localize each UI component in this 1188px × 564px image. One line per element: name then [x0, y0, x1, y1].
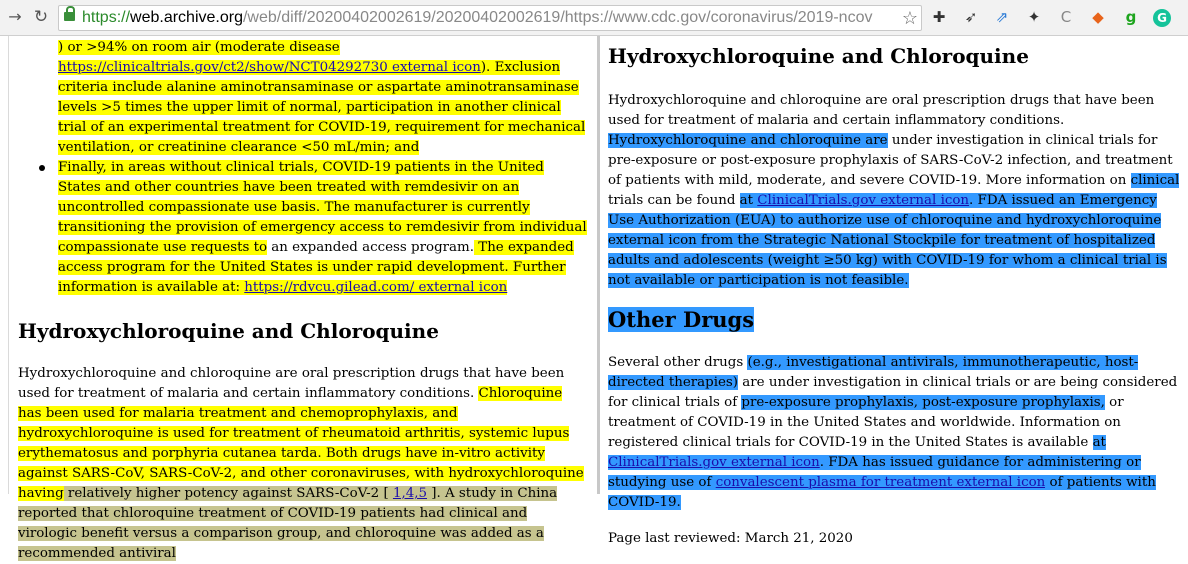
- right-diff-pane[interactable]: [599, 36, 1188, 546]
- list-item: [58, 38, 588, 158]
- convalescent-plasma-link[interactable]: convalescent plasma for treatment external icon: [715, 475, 1046, 490]
- clinicaltrials-link[interactable]: https://clinicaltrials.gov/ct2/show/NCT04292730 external icon: [58, 60, 481, 75]
- puzzle-icon[interactable]: ✚: [932, 8, 946, 26]
- lock-icon: [64, 12, 75, 21]
- url-text[interactable]: https://web.archive.org/web/diff/20200402002619/20200402002619/https://www.cdc.gov/coronavirus/2019-ncov: [82, 9, 873, 26]
- grammarly-circle-icon[interactable]: G: [1153, 8, 1171, 26]
- criteria-list: [18, 38, 588, 298]
- criteria-text: ) or >94% on room air (moderate disease: [58, 40, 340, 55]
- star-icon[interactable]: ☆: [901, 8, 918, 28]
- other-drugs-paragraph: Several other drugs (e.g., investigational antivirals, immunotherapeutic, host-directed therapies) are under investigation in clinical trials or are being considered for clinical trials of pre-exposure prophylaxis, post-exposure prophylaxis, or treatment of COVID-19 in the United States and worldwide. Information on registered clinical trials for COVID-19 in the United States is available at ClinicalTrials.gov external icon. FDA has issued guidance for administering or studying use of convalescent plasma for treatment external icon of patients with COVID-19.: [608, 355, 1178, 510]
- extension-icon[interactable]: ✦: [1027, 8, 1041, 26]
- hcq-paragraph: Hydroxychloroquine and chloroquine are oral prescription drugs that have been used for treatment of malaria and certain inflammatory conditions. Hydroxychloroquine and chloroquine are under investigation in clinical trials for pre-exposure or post-exposure prophylaxis of SARS-CoV-2 infection, and treatment of patients with mild, moderate, and severe COVID-19. More information on clinical trials can be found at ClinicalTrials.gov external icon. FDA issued an Emergency Use Authorization (EUA) to authorize use of chloroquine and hydroxychloroquine external icon from the Strategic National Stockpile for treatment of hospitalized adults and adolescents (weight ≥50 kg) with COVID-19 for whom a clinical trial is not available or participation is not feasible.: [608, 93, 1180, 288]
- list-item: [58, 158, 588, 298]
- gilead-link[interactable]: https://rdvcu.gilead.com/ external icon: [244, 280, 508, 295]
- clinicaltrials-link[interactable]: ClinicalTrials.gov external icon: [608, 455, 820, 470]
- grammarly-g-icon[interactable]: g: [1125, 8, 1137, 26]
- page-last-reviewed: Page last reviewed: March 21, 2020: [608, 531, 853, 546]
- fox-icon[interactable]: ◆: [1092, 8, 1104, 26]
- right-content: [608, 43, 1180, 549]
- remdesivir-text: Finally, in areas without clinical trials, COVID-19 patients in the United States and other countries have been treated with remdesivir on an uncontrolled compassionate use basis. The manufacturer is currently transitioning the provision of emergency access to remdesivir from individual compassionate use requests to: [58, 160, 587, 255]
- clinicaltrials-link[interactable]: ClinicalTrials.gov external icon: [757, 193, 970, 208]
- browser-toolbar: [0, 0, 1188, 36]
- share-icon[interactable]: ⇗: [995, 8, 1009, 26]
- rocket-icon[interactable]: ➶: [964, 8, 978, 26]
- remdesivir-text-plain: an expanded access program.: [267, 240, 474, 255]
- back-arrow-icon[interactable]: →: [8, 7, 22, 26]
- section-heading-hcq: Hydroxychloroquine and Chloroquine: [608, 44, 1029, 68]
- reload-icon[interactable]: ↻: [33, 7, 49, 27]
- section-heading-other-drugs: Other Drugs: [608, 307, 755, 332]
- address-bar[interactable]: [58, 5, 922, 31]
- left-diff-pane[interactable]: [0, 36, 598, 561]
- section-heading: Hydroxychloroquine and Chloroquine: [18, 319, 439, 343]
- left-content: [18, 38, 588, 564]
- remdesivir-text: The expanded access program for the United States is under rapid development. Further information is available at:: [58, 240, 574, 295]
- bullet-icon: [39, 165, 45, 171]
- criteria-text: ). Exclusion criteria include alanine aminotransaminase or aspartate aminotransaminase levels >5 times the upper limit of normal, participation in another clinical trial of an experimental treatment for COVID-19, requirement for mechanical ventilation, or creatinine clearance <50 mL/min; and: [58, 60, 586, 155]
- references-link[interactable]: 1,4,5: [392, 486, 428, 501]
- loading-icon[interactable]: C: [1060, 8, 1072, 26]
- hcq-paragraph: Hydroxychloroquine and chloroquine are oral prescription drugs that have been used for treatment of malaria and certain inflammatory conditions. Chloroquine has been used for malaria treatment and chemoprophylaxis, and hydroxychloroquine is used for treatment of rheumatoid arthritis, systemic lupus erythematosus and porphyria cutanea tarda. Both drugs have in-vitro activity against SARS-CoV, SARS-CoV-2, and other coronaviruses, with hydroxychloroquine having relatively higher potency against SARS-CoV-2 [ 1,4,5 ]. A study in China reported that chloroquine treatment of COVID-19 patients had clinical and virologic benefit versus a comparison group, and chloroquine was added as a recommended antiviral: [18, 366, 584, 561]
